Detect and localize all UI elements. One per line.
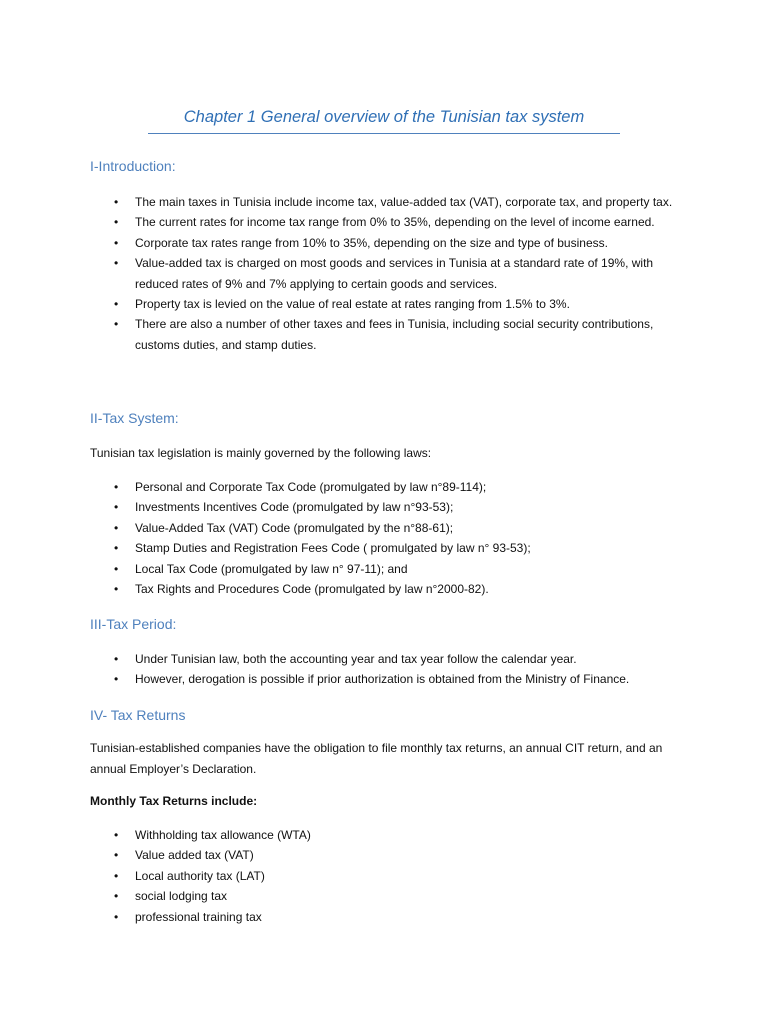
list-item-text: Value added tax (VAT) [135,848,254,863]
list-item-text: Local Tax Code (promulgated by law n° 97-11); and [135,561,408,576]
list-item [90,192,690,212]
heading-introduction: I-Introduction: [90,158,176,174]
list-item-text: Under Tunisian law, both the accounting year and tax year follow the calendar year. [135,652,577,666]
bullet-icon: • [114,520,119,535]
bullet-icon: • [114,235,119,250]
bullet-icon: • [114,672,119,687]
bullet-icon: • [114,868,119,883]
bullet-icon: • [114,561,119,576]
list-item-text: Stamp Duties and Registration Fees Code ( promulgated by law n° 93-53); [135,541,531,556]
list-item-text: There are also a number of other taxes and fees in Tunisia, including social security contributions, customs duties, and stamp duties. [135,317,654,352]
list-item-text: Withholding tax allowance (WTA) [135,828,311,842]
bullet-icon: • [114,256,119,271]
heading-tax-system: II-Tax System: [90,410,179,426]
list-item [90,212,690,232]
bullet-icon: • [114,541,119,556]
list-item [90,253,690,294]
list-item-text: The main taxes in Tunisia include income tax, value-added tax (VAT), corporate tax, and property tax. [135,195,673,209]
bullet-icon: • [114,480,119,494]
list-item [90,314,690,355]
list-item [90,559,690,579]
tax-system-list [90,477,690,599]
bullet-icon: • [114,652,119,666]
list-item-text: Personal and Corporate Tax Code (promulgated by law n°89-114); [135,480,487,494]
list-item-text: professional training tax [135,909,262,924]
monthly-returns-subheading: Monthly Tax Returns include: [90,794,258,808]
list-item-text: Corporate tax rates range from 10% to 35%, depending on the size and type of business. [135,235,608,250]
bullet-icon: • [114,317,119,332]
bullet-icon: • [114,582,119,597]
list-item [90,845,690,865]
list-item-text: Investments Incentives Code (promulgated by law n°93-53); [135,500,454,515]
bullet-icon: • [114,297,119,312]
list-item [90,907,690,927]
tax-returns-intro: Tunisian-established companies have the obligation to file monthly tax returns, an annual CIT return, and an annual Employer’s Declaration. [90,741,663,776]
list-item-text: Property tax is levied on the value of real estate at rates ranging from 1.5% to 3%. [135,297,570,312]
list-item [90,518,690,538]
list-item [90,579,690,599]
list-item [90,477,690,497]
list-item [90,669,690,689]
list-item [90,886,690,906]
list-item [90,233,690,253]
list-item-text: social lodging tax [135,889,228,904]
bullet-icon: • [114,889,119,904]
list-item [90,649,690,669]
list-item-text: Tax Rights and Procedures Code (promulgated by law n°2000-82). [135,582,489,597]
list-item-text: Value-added tax is charged on most goods and services in Tunisia at a standard rate of 19%, with reduced rates of 9% and 7% applying to certain goods and services. [135,256,654,291]
bullet-icon: • [114,500,119,515]
list-item [90,294,690,314]
bullet-icon: • [114,909,119,924]
list-item [90,497,690,517]
list-item-text: The current rates for income tax range from 0% to 35%, depending on the level of income earned. [135,215,655,230]
monthly-returns-list [90,825,690,927]
list-item-text: Local authority tax (LAT) [135,868,265,883]
heading-tax-period: III-Tax Period: [90,616,177,632]
bullet-icon: • [114,828,119,842]
tax-system-intro: Tunisian tax legislation is mainly governed by the following laws: [90,446,432,460]
list-item [90,825,690,845]
list-item [90,538,690,558]
list-item [90,866,690,886]
tax-period-list [90,649,690,690]
list-item-text: Value-Added Tax (VAT) Code (promulgated by the n°88-61); [135,520,454,535]
bullet-icon: • [114,215,119,230]
list-item-text: However, derogation is possible if prior authorization is obtained from the Ministry of Finance. [135,672,630,687]
chapter-title: Chapter 1 General overview of the Tunisian tax system [183,108,585,126]
bullet-icon: • [114,195,119,209]
introduction-list [90,192,690,355]
title-underline [148,133,620,134]
bullet-icon: • [114,848,119,863]
heading-tax-returns: IV- Tax Returns [90,707,186,723]
